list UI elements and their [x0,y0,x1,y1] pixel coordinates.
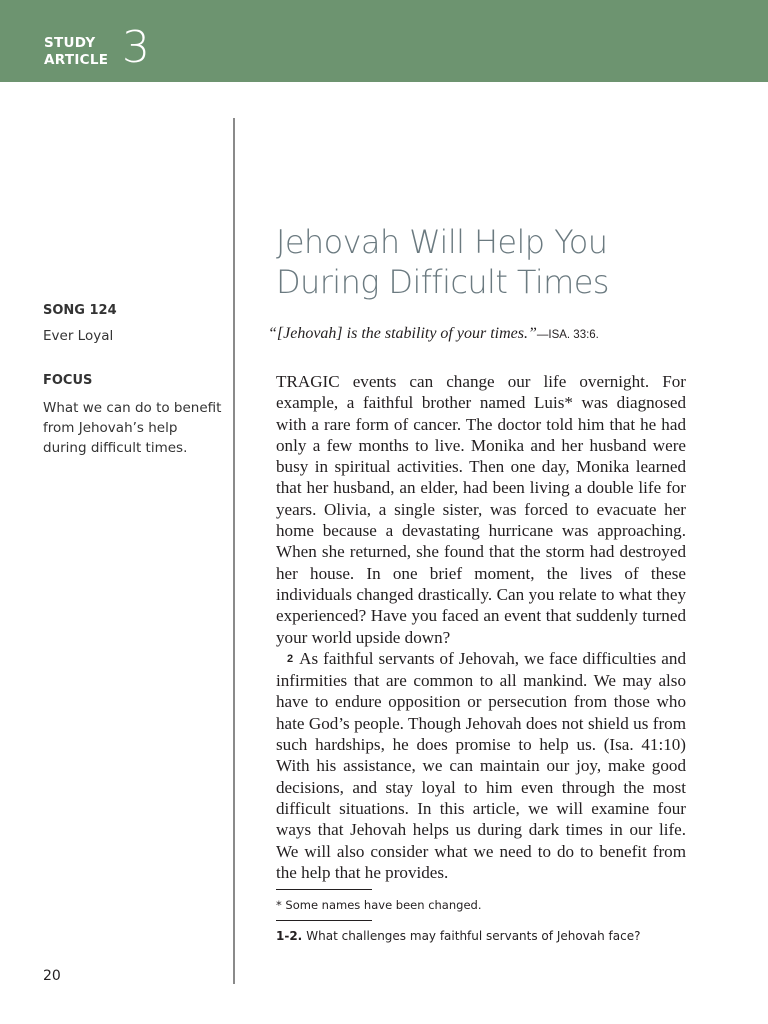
paragraph-2 [276,648,686,883]
focus-text: What we can do to benefit from Jehovah’s help during difficult times. [43,400,222,456]
theme-text: “[Jehovah] is the stability of your times.” [268,325,537,342]
page-number: 20 [43,968,61,984]
theme-reference: —ISA. 33:6. [536,329,599,341]
footnote: * Some names have been changed. [276,898,482,912]
study-label-line1: STUDY [44,35,96,51]
paragraph-2-text: As faithful servants of Jehovah, we face difficulties and infirmities that are common to all mankind. We may also have to endure opposition or persecution from those who hate God’s people. Though Jehovah does not shield us from such hardships, he does promise to help us. (Isa. 41:10) With his assistance, we can maintain our joy, make good decisions, and stay loyal to him even through the most difficult situations. In this article, we will examine four ways that Jehovah helps us during dark times in our life. We will also consider what we need to do to benefit from the help that he provides. [276,648,686,882]
header-band [0,0,768,82]
paragraph-number: 2 [287,652,294,665]
song-title: Ever Loyal [43,328,114,344]
focus-heading: FOCUS [43,373,93,388]
article-title [276,222,736,302]
theme-scripture [268,325,738,343]
footnote-divider [276,889,372,890]
question-text: What challenges may faithful servants of Jehovah face? [306,929,641,943]
study-article-label [44,35,108,69]
question-divider [276,920,372,921]
article-body [276,371,686,883]
study-article-number: 3 [122,22,150,73]
question-number: 1-2. [276,929,303,943]
study-question [276,929,641,943]
column-divider [233,118,235,984]
title-line2: During Difficult Times [276,263,609,301]
study-label-line2: ARTICLE [44,52,109,68]
song-heading: SONG 124 [43,303,117,318]
title-line1: Jehovah Will Help You [276,223,608,261]
paragraph-1: TRAGIC events can change our life overnight. For example, a faithful brother named Luis* was diagnosed with a rare form of cancer. The doctor told him that he had only a few months to live. Monika and her husband were busy in spiritual activities. Then one day, Monika learned that her husband, an elder, had been living a double life for years. Olivia, a single sister, was forced to evacuate her home because a devastating hurricane was approaching. When she returned, she found that the storm had destroyed her house. In one brief moment, the lives of these individuals changed drastically. Can you relate to what they experienced? Have you faced an event that suddenly turned your world upside down? [276,372,686,647]
